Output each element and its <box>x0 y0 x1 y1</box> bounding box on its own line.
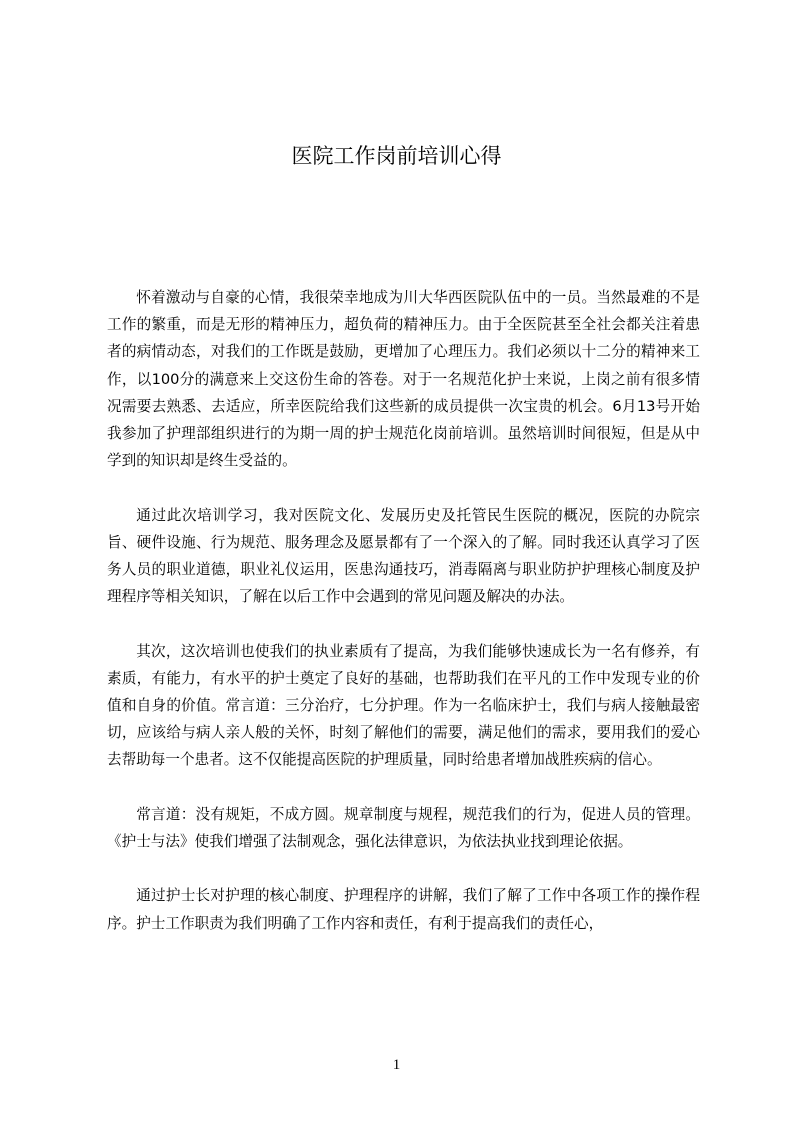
paragraph-3: 其次，这次培训也使我们的执业素质有了提高，为我们能够快速成长为一名有修养，有素质，有能力，有水平的护士奠定了良好的基础，也帮助我们在平凡的工作中发现专业的价值和自身的价值。常言道：三分治疗，七分护理。作为一名临床护士，我们与病人接触最密切，应该给与病人亲人般的关怀，时刻了解他们的需要，满足他们的需求，要用我们的爱心去帮助每一个患者。这不仅能提高医院的护理质量，同时给患者增加战胜疾病的信心。 <box>107 642 700 769</box>
paragraph-1: 怀着激动与自豪的心情，我很荣幸地成为川大华西医院队伍中的一员。当然最难的不是工作的繁重，而是无形的精神压力，超负荷的精神压力。由于全医院甚至全社会都关注着患者的病情动态，对我们的工作既是鼓励，更增加了心理压力。我们必须以十二分的精神来工作，以100分的满意来上交这份生命的答卷。对于一名规范化护士来说，上岗之前有很多情况需要去熟悉、去适应，所幸医院给我们这些新的成员提供一次宝贵的机会。6月13号开始我参加了护理部组织进行的为期一周的护士规范化岗前培训。虽然培训时间很短，但是从中学到的知识却是终生受益的。 <box>107 289 700 470</box>
paragraph-4: 常言道：没有规矩，不成方圆。规章制度与规程，规范我们的行为，促进人员的管理。《护士与法》使我们增强了法制观念，强化法律意识，为依法执业找到理论依据。 <box>107 805 700 851</box>
page-number: 1 <box>392 1057 401 1073</box>
paragraph-5: 通过护士长对护理的核心制度、护理程序的讲解，我们了解了工作中各项工作的操作程序。护士工作职责为我们明确了工作内容和责任，有利于提高我们的责任心， <box>107 887 700 932</box>
document-body <box>107 284 700 937</box>
document-title: 医院工作岗前培训心得 <box>291 144 502 168</box>
paragraph-2: 通过此次培训学习，我对医院文化、发展历史及托管民生医院的概况，医院的办院宗旨、硬件设施、行为规范、服务理念及愿景都有了一个深入的了解。同时我还认真学习了医务人员的职业道德，职业礼仪运用，医患沟通技巧，消毒隔离与职业防护护理核心制度及护理程序等相关知识，了解在以后工作中会遇到的常见问题及解决的办法。 <box>107 506 700 606</box>
